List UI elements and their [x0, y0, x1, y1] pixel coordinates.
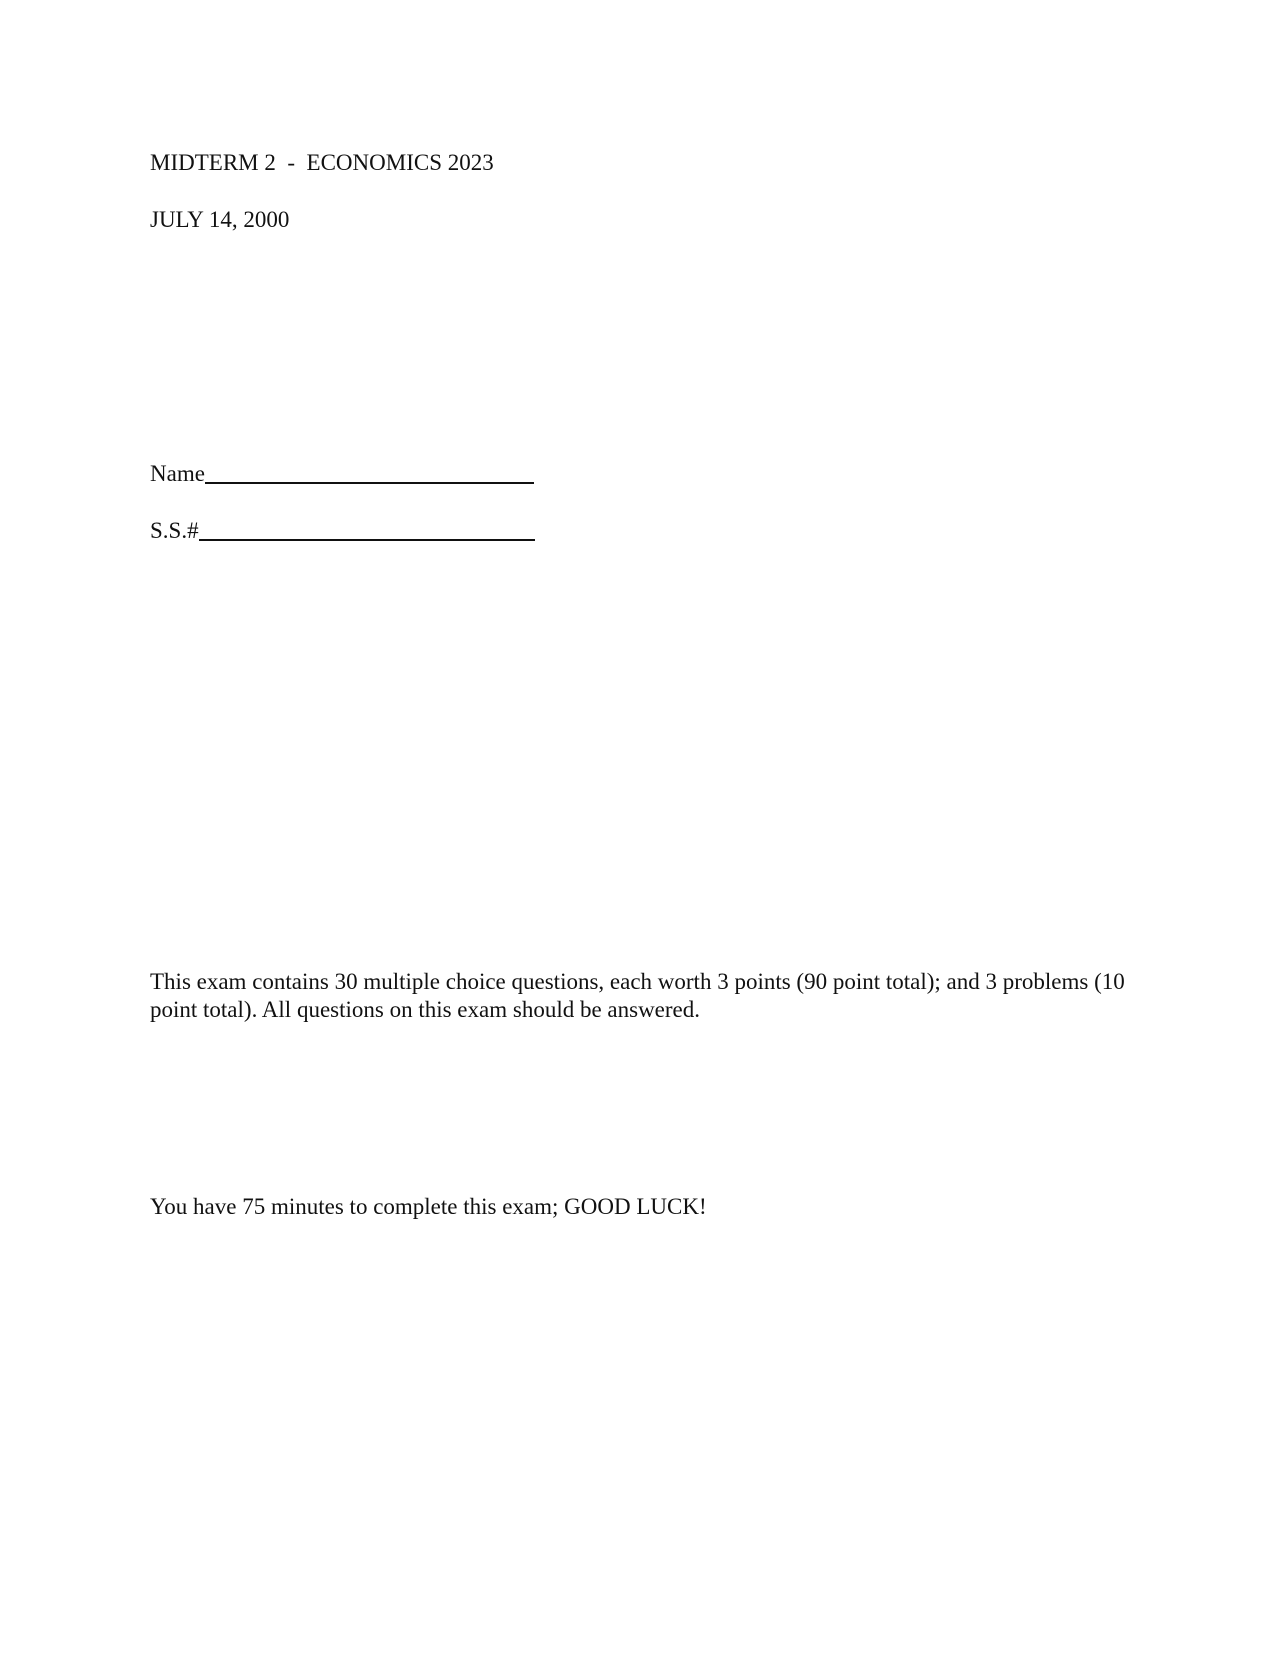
exam-title: MIDTERM 2 - ECONOMICS 2023	[150, 150, 494, 175]
ss-number-label: S.S.#	[150, 518, 199, 543]
ss-number-field	[150, 517, 535, 545]
exam-closing-note: You have 75 minutes to complete this exam; GOOD LUCK!	[150, 1194, 707, 1219]
name-blank-line	[205, 460, 534, 484]
exam-instructions: This exam contains 30 multiple choice questions, each worth 3 points (90 point total); and 3 problems (10 point total). All questions on this exam should be answered.	[150, 969, 1125, 1022]
exam-date: JULY 14, 2000	[150, 207, 290, 232]
ss-number-blank-line	[199, 517, 535, 541]
name-label: Name	[150, 461, 205, 486]
name-field	[150, 460, 534, 488]
